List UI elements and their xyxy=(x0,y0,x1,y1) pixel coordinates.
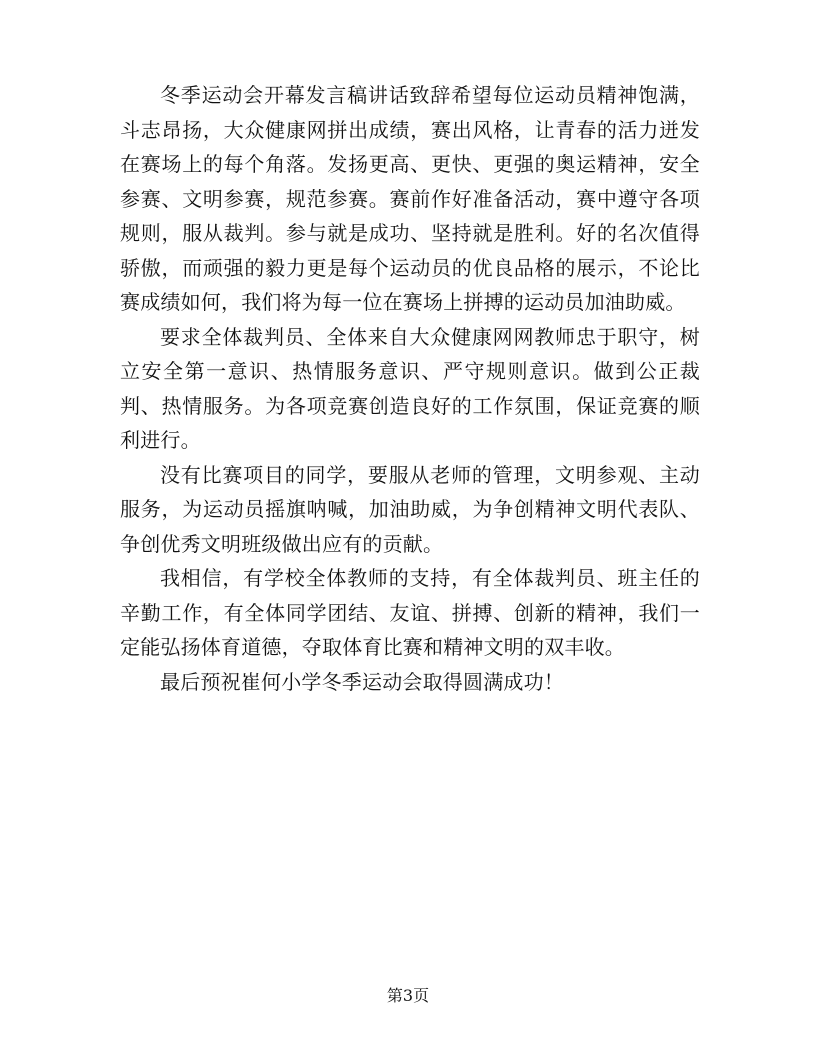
paragraph: 最后预祝崔何小学冬季运动会取得圆满成功！ xyxy=(160,669,564,694)
paragraph: 冬季运动会开幕发言稿讲话致辞希望每位运动员精神饱满，斗志昂扬，大众健康网拼出成绩，赛出风格，让青春的活力迸发在赛场上的每个角落。发扬更高、更快、更强的奥运精神，安全参赛、文明参赛，规范参赛。赛前作好准备活动，赛中遵守各项规则，服从裁判。参与就是成功、坚持就是胜利。好的名次值得骄傲，而顽强的毅力更是每个运动员的优良品格的展示，不论比赛成绩如何，我们将为每一位在赛场上拼搏的运动员加油助威。 xyxy=(120,83,700,314)
paragraph: 没有比赛项目的同学，要服从老师的管理，文明参观、主动服务，为运动员摇旗呐喊，加油助威，为争创精神文明代表队、争创优秀文明班级做出应有的贡献。 xyxy=(120,462,700,556)
page-number: 第3页 xyxy=(386,986,430,1005)
paragraph: 要求全体裁判员、全体来自大众健康网网教师忠于职守，树立安全第一意识、热情服务意识、严守规则意识。做到公正裁判、热情服务。为各项竞赛创造良好的工作氛围，保证竞赛的顺利进行。 xyxy=(120,324,700,452)
document-body xyxy=(120,78,700,699)
paragraph: 我相信，有学校全体教师的支持，有全体裁判员、班主任的辛勤工作，有全体同学团结、友谊、拼搏、创新的精神，我们一定能弘扬体育道德，夺取体育比赛和精神文明的双丰收。 xyxy=(120,566,700,659)
